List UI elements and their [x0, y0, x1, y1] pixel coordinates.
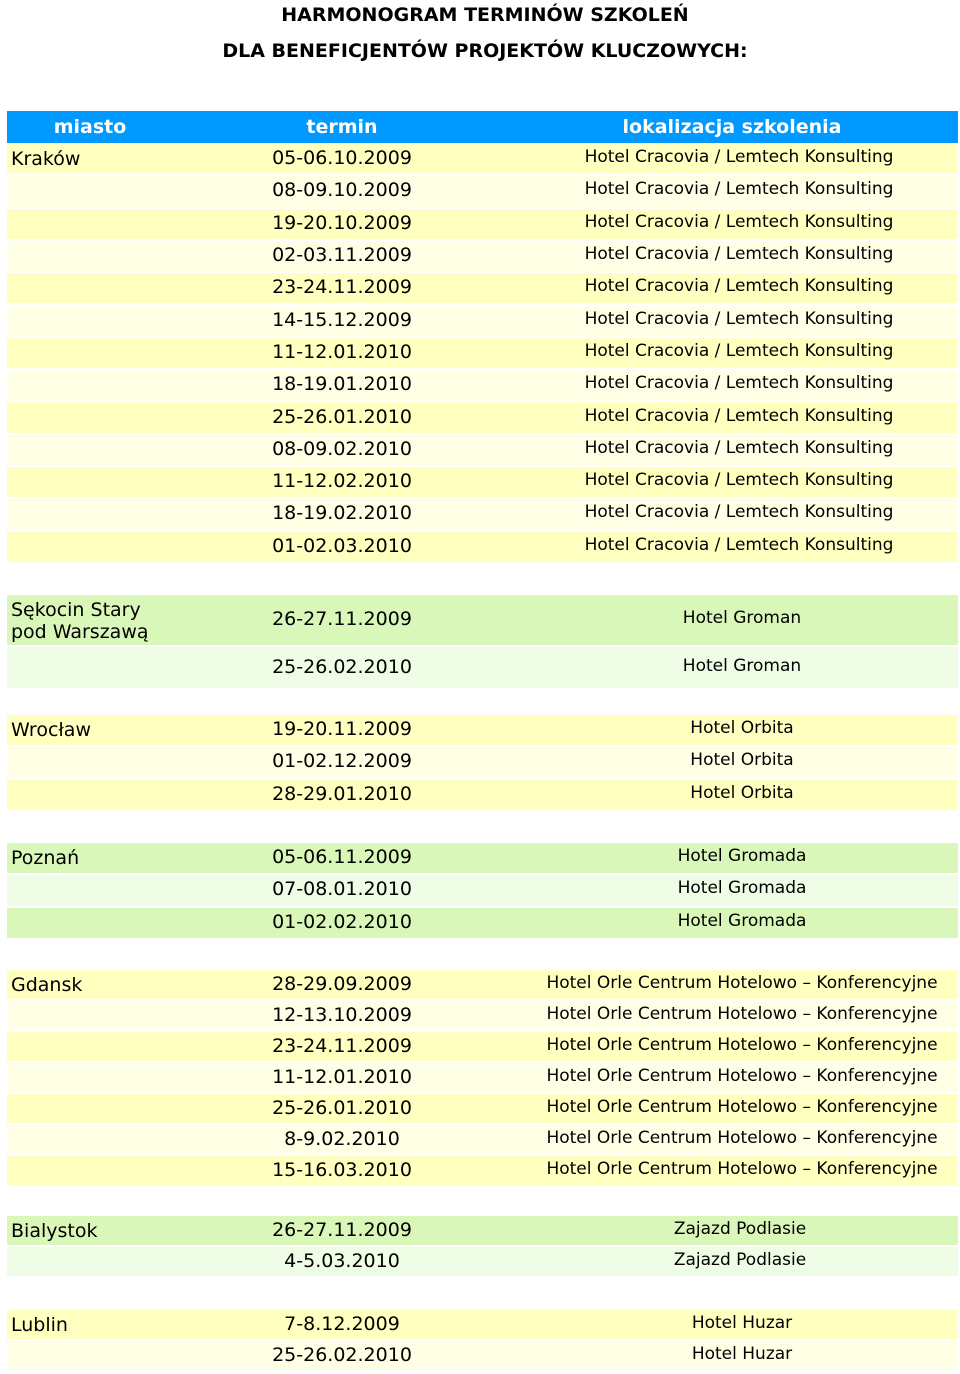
table-row [7, 647, 958, 688]
table-row [7, 176, 958, 206]
table-row [7, 1001, 958, 1030]
term-date: 8-9.02.2010 [284, 1127, 400, 1150]
term-date: 12-13.10.2009 [272, 1003, 412, 1026]
term-date: 11-12.02.2010 [272, 470, 412, 493]
term-date: 05-06.11.2009 [272, 846, 412, 869]
term-date: 23-24.11.2009 [272, 276, 412, 299]
table-row [7, 532, 958, 562]
term-date: 01-02.03.2010 [272, 534, 412, 557]
term-date: 25-26.01.2010 [272, 405, 412, 428]
location-name: Hotel Cracovia / Lemtech Konsulting [584, 211, 894, 232]
term-date: 19-20.11.2009 [272, 718, 412, 741]
term-date: 11-12.01.2010 [272, 340, 412, 363]
table-row [7, 908, 958, 938]
table-header [7, 111, 958, 143]
term-date: 23-24.11.2009 [272, 1034, 412, 1057]
header-city: miasto [53, 116, 127, 138]
table-row [7, 1125, 958, 1154]
location-name: Hotel Orbita [690, 750, 794, 771]
location-name: Hotel Orbita [690, 782, 794, 803]
table-row [7, 241, 958, 271]
location-name: Hotel Gromada [677, 910, 807, 931]
table-row [7, 144, 958, 174]
location-name: Hotel Huzar [691, 1312, 793, 1333]
location-name: Hotel Orle Centrum Hotelowo – Konferencyjne [546, 972, 938, 993]
term-date: 02-03.11.2009 [272, 244, 412, 267]
term-date: 4-5.03.2010 [284, 1249, 400, 1272]
location-name: Hotel Groman [682, 655, 802, 676]
table-row [7, 1156, 958, 1185]
header-term: termin [306, 116, 378, 138]
location-name: Hotel Cracovia / Lemtech Konsulting [584, 179, 894, 200]
term-date: 05-06.10.2009 [272, 147, 412, 170]
term-date: 25-26.02.2010 [272, 1343, 412, 1366]
term-date: 01-02.02.2010 [272, 910, 412, 933]
location-name: Hotel Orle Centrum Hotelowo – Konferencyjne [546, 1034, 938, 1055]
location-name: Hotel Orbita [690, 718, 794, 739]
location-name: Hotel Gromada [677, 878, 807, 899]
table-row [7, 843, 958, 873]
table-row [7, 970, 958, 999]
term-date: 11-12.01.2010 [272, 1065, 412, 1088]
table-row [7, 1032, 958, 1061]
table-row [7, 1216, 958, 1245]
location-name: Hotel Groman [682, 608, 802, 628]
table-row [7, 1063, 958, 1092]
table-row [7, 435, 958, 465]
table-row [7, 875, 958, 905]
term-date: 08-09.10.2009 [272, 179, 412, 202]
table-row [7, 499, 958, 529]
page-title: HARMONOGRAM TERMINÓW SZKOLEŃ [281, 4, 689, 26]
term-date: 19-20.10.2009 [272, 211, 412, 234]
term-date: 14-15.12.2009 [272, 308, 412, 331]
table-row [7, 747, 958, 777]
table-row [7, 1341, 958, 1370]
term-date: 26-27.11.2009 [272, 1218, 412, 1241]
page-subtitle: DLA BENEFICJENTÓW PROJEKTÓW KLUCZOWYCH: [222, 40, 748, 62]
location-name: Hotel Orle Centrum Hotelowo – Konferencyjne [546, 1158, 938, 1179]
table-row [7, 715, 958, 745]
location-name: Hotel Cracovia / Lemtech Konsulting [584, 244, 894, 265]
city-name: Gdansk [11, 973, 83, 996]
term-date: 07-08.01.2010 [272, 878, 412, 901]
table-row [7, 1247, 958, 1276]
table-row [7, 306, 958, 336]
table-row [7, 467, 958, 497]
city-name: Bialystok [11, 1219, 98, 1242]
term-date: 28-29.09.2009 [272, 972, 412, 995]
location-name: Hotel Orle Centrum Hotelowo – Konferencyjne [546, 1127, 938, 1148]
table-row [7, 1310, 958, 1339]
location-name: Zajazd Podlasie [673, 1218, 807, 1239]
term-date: 25-26.01.2010 [272, 1096, 412, 1119]
location-name: Hotel Cracovia / Lemtech Konsulting [584, 276, 894, 297]
location-name: Hotel Cracovia / Lemtech Konsulting [584, 502, 894, 523]
location-name: Hotel Huzar [691, 1343, 793, 1364]
table-row [7, 595, 958, 645]
location-name: Hotel Cracovia / Lemtech Konsulting [584, 340, 894, 361]
table-row [7, 370, 958, 400]
table-row [7, 273, 958, 303]
header-location: lokalizacja szkolenia [622, 116, 842, 138]
term-date: 18-19.02.2010 [272, 502, 412, 525]
location-name: Hotel Cracovia / Lemtech Konsulting [584, 373, 894, 394]
city-name: Wrocław [11, 719, 91, 742]
city-name: Lublin [11, 1313, 68, 1336]
location-name: Zajazd Podlasie [673, 1249, 807, 1270]
location-name: Hotel Cracovia / Lemtech Konsulting [584, 405, 894, 426]
city-name: Kraków [11, 148, 81, 171]
term-date: 08-09.02.2010 [272, 437, 412, 460]
table-row [7, 209, 958, 239]
location-name: Hotel Cracovia / Lemtech Konsulting [584, 147, 894, 168]
city-name: Poznań [11, 847, 80, 870]
location-name: Hotel Cracovia / Lemtech Konsulting [584, 470, 894, 491]
term-date: 28-29.01.2010 [272, 782, 412, 805]
table-row [7, 1094, 958, 1123]
term-date: 7-8.12.2009 [284, 1312, 400, 1335]
term-date: 18-19.01.2010 [272, 373, 412, 396]
location-name: Hotel Cracovia / Lemtech Konsulting [584, 308, 894, 329]
location-name: Hotel Orle Centrum Hotelowo – Konferencyjne [546, 1003, 938, 1024]
table-row [7, 338, 958, 368]
location-name: Hotel Gromada [677, 846, 807, 867]
term-date: 26-27.11.2009 [272, 608, 412, 630]
term-date: 01-02.12.2009 [272, 750, 412, 773]
term-date: 15-16.03.2010 [272, 1158, 412, 1181]
table-row [7, 402, 958, 432]
city-name: Sękocin Stary pod Warszawą [11, 599, 149, 643]
location-name: Hotel Orle Centrum Hotelowo – Konferencyjne [546, 1065, 938, 1086]
location-name: Hotel Cracovia / Lemtech Konsulting [584, 437, 894, 458]
table-row [7, 780, 958, 810]
term-date: 25-26.02.2010 [272, 655, 412, 678]
location-name: Hotel Cracovia / Lemtech Konsulting [584, 534, 894, 555]
location-name: Hotel Orle Centrum Hotelowo – Konferencyjne [546, 1096, 938, 1117]
